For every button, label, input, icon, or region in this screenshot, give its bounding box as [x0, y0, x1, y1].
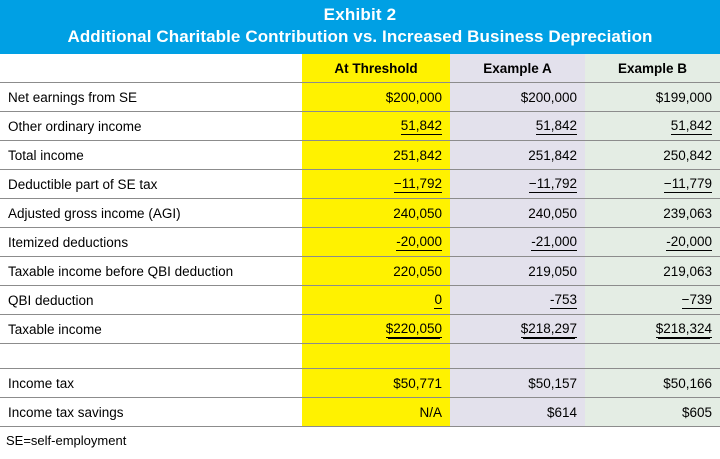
cell-example-a: 240,050 — [450, 199, 585, 228]
cell-example-b — [585, 344, 720, 369]
table-row — [0, 398, 720, 427]
cell-threshold: N/A — [302, 398, 450, 427]
row-label: Income tax — [0, 369, 302, 398]
cell-example-b — [585, 228, 720, 257]
cell-example-b: $50,166 — [585, 369, 720, 398]
cell-threshold: $50,771 — [302, 369, 450, 398]
cell-example-b: $605 — [585, 398, 720, 427]
row-label: QBI deduction — [0, 286, 302, 315]
cell-threshold — [302, 315, 450, 344]
table-row — [0, 112, 720, 141]
column-header-example-b: Example B — [585, 54, 720, 83]
cell-example-a — [450, 112, 585, 141]
table-row — [0, 286, 720, 315]
exhibit-title-banner — [0, 0, 720, 54]
cell-example-a — [450, 315, 585, 344]
row-label: Income tax savings — [0, 398, 302, 427]
exhibit-subtitle: Additional Charitable Contribution vs. Increased Business Depreciation — [67, 27, 653, 46]
cell-example-b — [585, 286, 720, 315]
cell-value: −739 — [681, 291, 712, 307]
cell-threshold — [302, 228, 450, 257]
cell-threshold — [302, 286, 450, 315]
cell-threshold — [302, 170, 450, 199]
row-label: Total income — [0, 141, 302, 170]
cell-example-a: $200,000 — [450, 83, 585, 112]
cell-example-a: $50,157 — [450, 369, 585, 398]
row-label: Deductible part of SE tax — [0, 170, 302, 199]
cell-example-a: 251,842 — [450, 141, 585, 170]
cell-value: −11,779 — [663, 175, 712, 191]
table-spacer-row — [0, 344, 720, 369]
table-row — [0, 257, 720, 286]
cell-example-a — [450, 228, 585, 257]
row-label — [0, 344, 302, 369]
footnote: SE=self-employment — [6, 433, 127, 448]
cell-example-a — [450, 286, 585, 315]
cell-example-b: 219,063 — [585, 257, 720, 286]
row-label: Taxable income before QBI deduction — [0, 257, 302, 286]
row-label: Other ordinary income — [0, 112, 302, 141]
cell-threshold: $200,000 — [302, 83, 450, 112]
cell-value: -20,000 — [396, 233, 442, 249]
cell-value: $218,297 — [520, 320, 577, 336]
cell-value: 51,842 — [670, 117, 712, 133]
table-row — [0, 83, 720, 112]
table-header-row — [0, 54, 720, 83]
cell-example-a: 219,050 — [450, 257, 585, 286]
table-row — [0, 315, 720, 344]
cell-example-b: 250,842 — [585, 141, 720, 170]
cell-threshold — [302, 112, 450, 141]
cell-value: -20,000 — [666, 233, 712, 249]
cell-value: 0 — [434, 291, 442, 307]
table-row — [0, 199, 720, 228]
cell-example-b — [585, 315, 720, 344]
cell-value: $220,050 — [385, 320, 442, 336]
cell-example-b — [585, 170, 720, 199]
column-header-threshold: At Threshold — [302, 54, 450, 83]
cell-example-a — [450, 170, 585, 199]
table-row — [0, 141, 720, 170]
table-row — [0, 170, 720, 199]
row-label: Net earnings from SE — [0, 83, 302, 112]
cell-value: -753 — [549, 291, 577, 307]
cell-example-a: $614 — [450, 398, 585, 427]
cell-example-a — [450, 344, 585, 369]
cell-example-b — [585, 112, 720, 141]
row-label: Itemized deductions — [0, 228, 302, 257]
exhibit-number: Exhibit 2 — [323, 5, 397, 24]
cell-value: −11,792 — [528, 175, 577, 191]
cell-value: 51,842 — [535, 117, 577, 133]
table-body — [0, 83, 720, 427]
cell-value: −11,792 — [393, 175, 442, 191]
comparison-table — [0, 54, 720, 427]
cell-example-b: $199,000 — [585, 83, 720, 112]
cell-value: 51,842 — [400, 117, 442, 133]
row-label: Adjusted gross income (AGI) — [0, 199, 302, 228]
cell-value: -21,000 — [531, 233, 577, 249]
column-header-example-a: Example A — [450, 54, 585, 83]
table-row — [0, 369, 720, 398]
column-header-label — [0, 54, 302, 83]
cell-value: $218,324 — [655, 320, 712, 336]
cell-threshold: 240,050 — [302, 199, 450, 228]
row-label: Taxable income — [0, 315, 302, 344]
cell-threshold — [302, 344, 450, 369]
table-row — [0, 228, 720, 257]
cell-example-b: 239,063 — [585, 199, 720, 228]
cell-threshold: 220,050 — [302, 257, 450, 286]
cell-threshold: 251,842 — [302, 141, 450, 170]
